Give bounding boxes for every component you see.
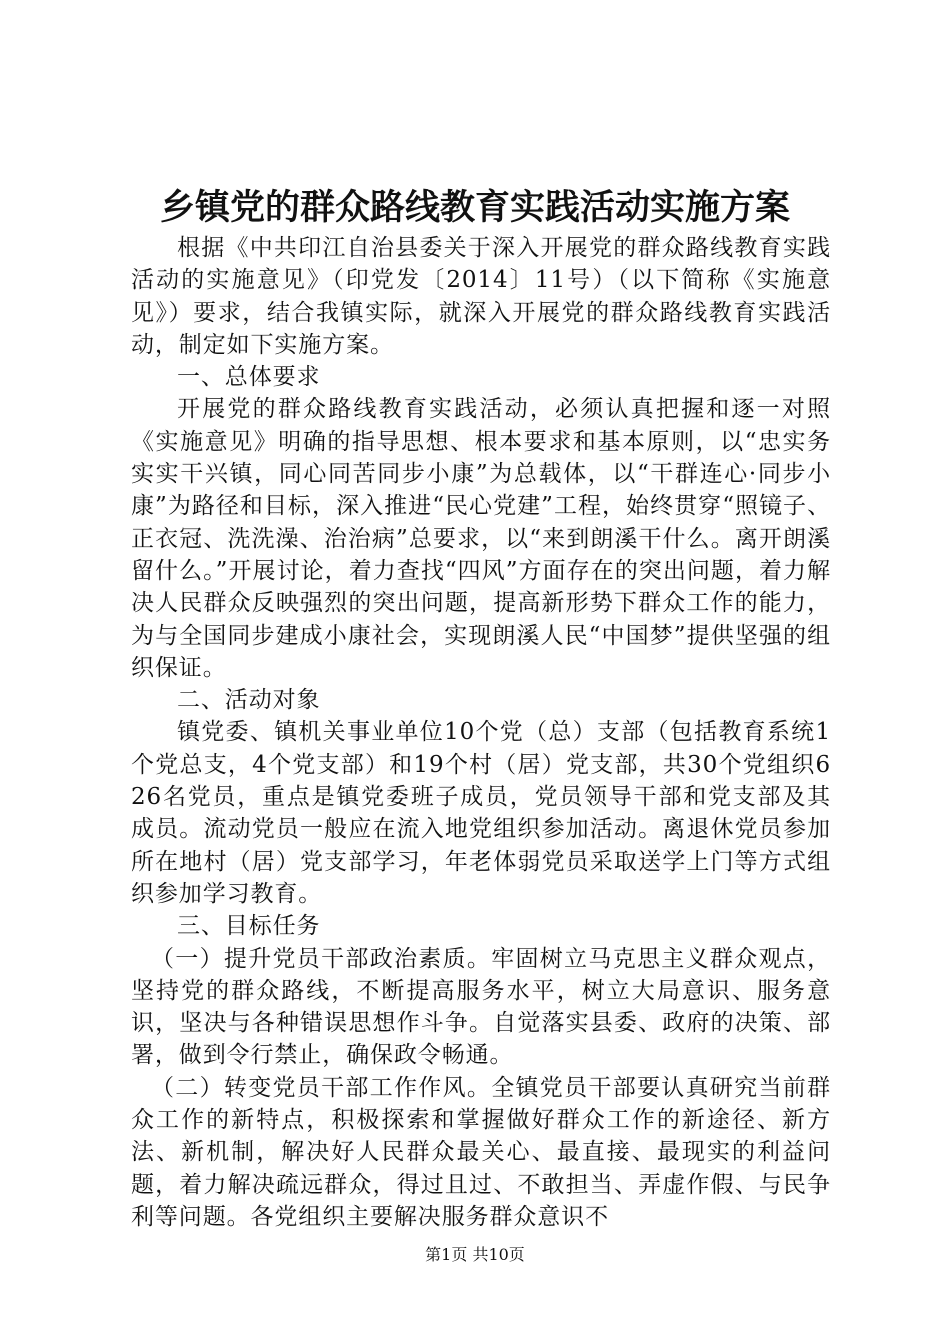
heading-goals-tasks: 三、目标任务	[177, 913, 321, 940]
document-title: 乡镇党的群众路线教育实践活动实施方案	[159, 187, 790, 228]
page-number: 第1页 共10页	[425, 1245, 525, 1264]
heading-activity-targets: 二、活动对象	[177, 687, 321, 714]
document-body	[131, 232, 831, 1233]
paragraph-goal-2: （二）转变党员干部工作作风。全镇党员干部要认真研究当前群众工作的新特点，积极探索和掌握做好群众工作的新途径、新方法、新机制，解决好人民群众最关心、最直接、最现实的利益问题，着力解决疏远群众，得过且过、不敢担当、弄虚作假、与民争利等问题。各党组织主要解决服务群众意识不	[131, 1074, 831, 1230]
heading-general-requirements: 一、总体要求	[177, 364, 321, 391]
paragraph-activity-targets: 镇党委、镇机关事业单位10个党（总）支部（包括教育系统1个党总支，4个党支部）和19个村（居）党支部，共30个党组织626名党员，重点是镇党委班子成员，党员领导干部和党支部及其成员。流动党员一般应在流入地党组织参加活动。离退休党员参加所在地村（居）党支部学习，年老体弱党员采取送学上门等方式组织参加学习教育。	[131, 719, 831, 907]
paragraph-goal-1: （一）提升党员干部政治素质。牢固树立马克思主义群众观点，坚持党的群众路线，不断提高服务水平，树立大局意识、服务意识，坚决与各种错误思想作斗争。自觉落实县委、政府的决策、部署，做到令行禁止，确保政令畅通。	[131, 945, 831, 1069]
paragraph-intro: 根据《中共印江自治县委关于深入开展党的群众路线教育实践活动的实施意见》（印党发〔2014〕11号）（以下简称《实施意见》）要求，结合我镇实际，就深入开展党的群众路线教育实践活动，制定如下实施方案。	[131, 235, 831, 358]
paragraph-general-requirements: 开展党的群众路线教育实践活动，必须认真把握和逐一对照《实施意见》明确的指导思想、根本要求和基本原则，以“忠实务实实干兴镇，同心同苦同步小康”为总载体，以“干群连心·同步小康”为路径和目标，深入推进“民心党建”工程，始终贯穿“照镜子、正衣冠、洗洗澡、治治病”总要求，以“来到朗溪干什么。离开朗溪留什么。”开展讨论，着力查找“四风”方面存在的突出问题，着力解决人民群众反映强烈的突出问题，提高新形势下群众工作的能力，为与全国同步建成小康社会，实现朗溪人民“中国梦”提供坚强的组织保证。	[131, 396, 831, 681]
